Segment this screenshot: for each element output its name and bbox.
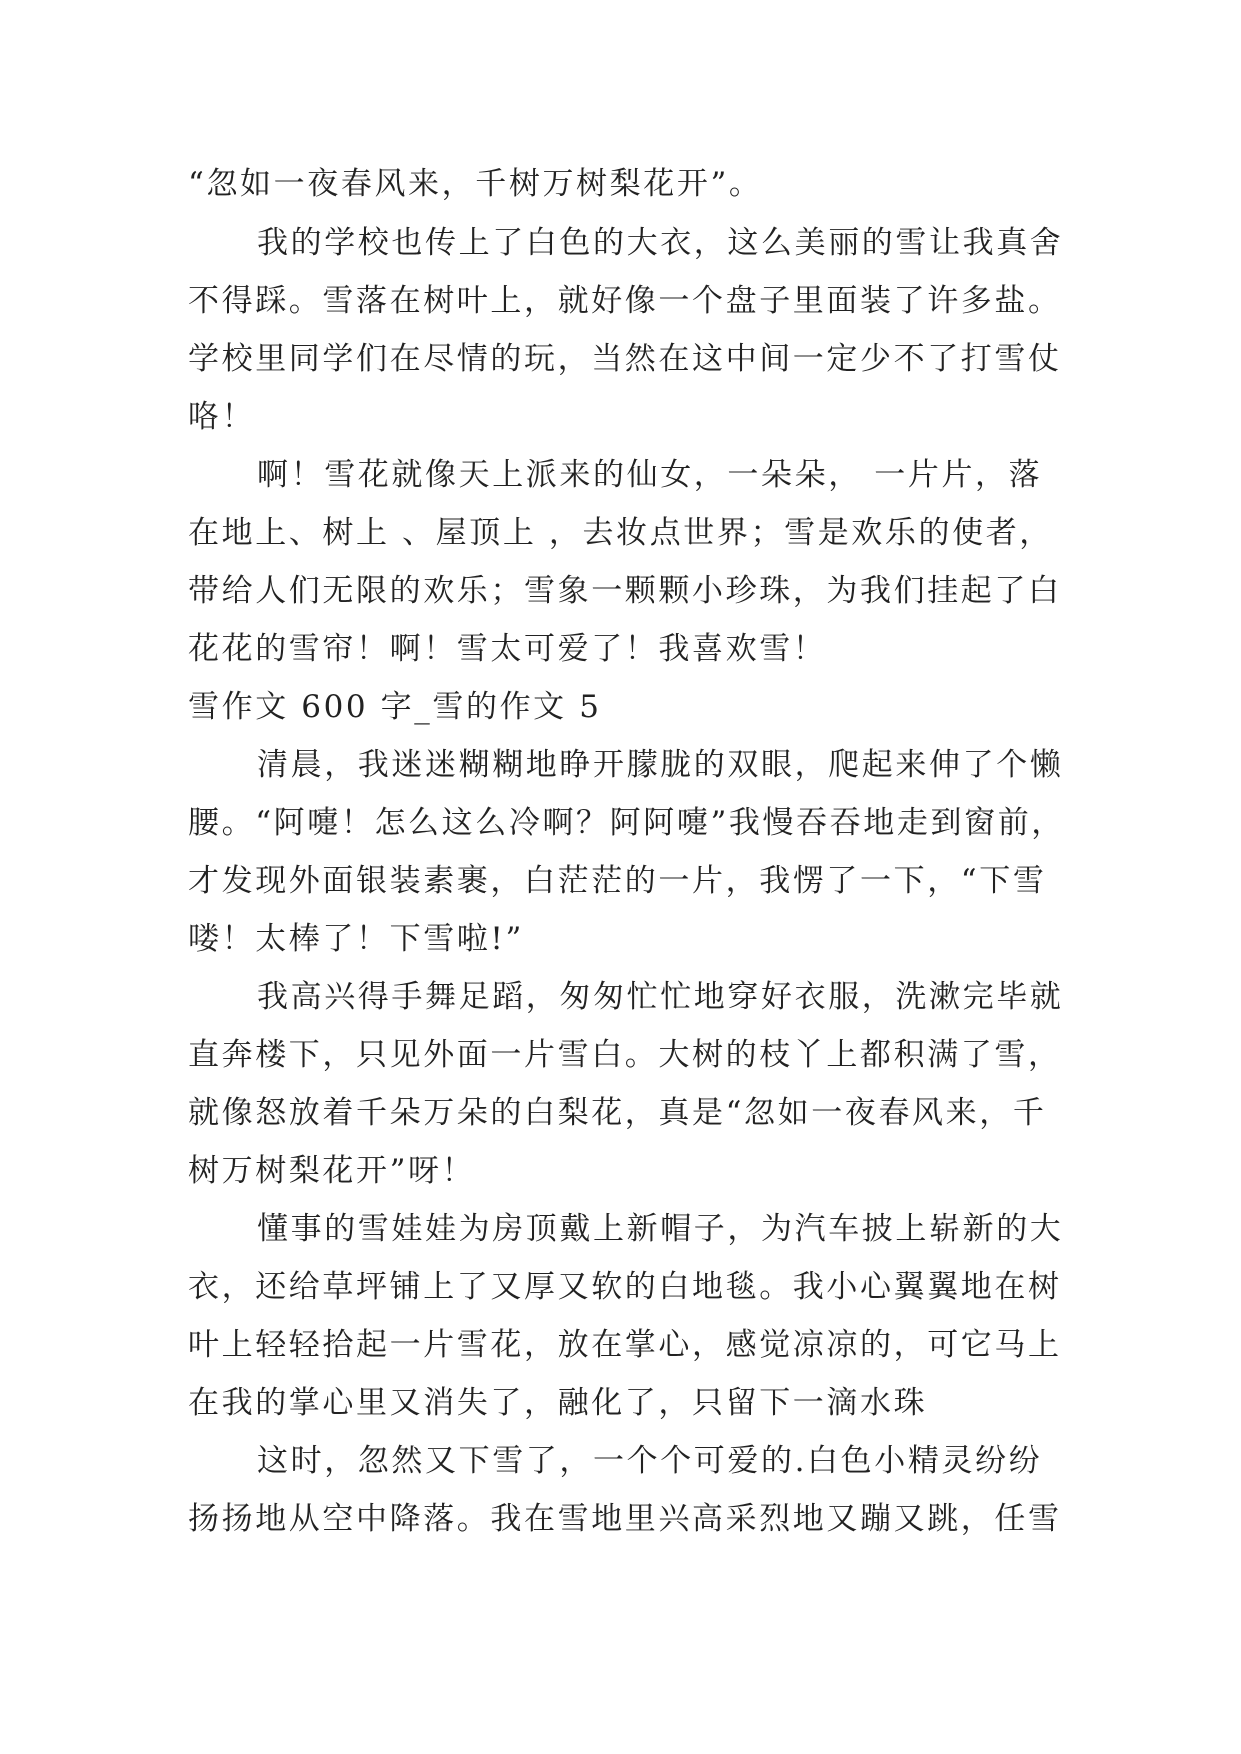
- text-line: 就像怒放着千朵万朵的白梨花，真是“忽如一夜春风来，千: [188, 1095, 1047, 1131]
- text-line: 喽！太棒了！下雪啦!”: [188, 921, 524, 957]
- text-line: 学校里同学们在尽情的玩，当然在这中间一定少不了打雪仗: [188, 341, 1062, 377]
- text-line: 树万树梨花开”呀！: [188, 1153, 476, 1189]
- paragraph-start: 清晨，我迷迷糊糊地睁开朦胧的双眼，爬起来伸了个懒: [257, 747, 1064, 783]
- paragraph-start: 我高兴得手舞足蹈，匆匆忙忙地穿好衣服，洗漱完毕就: [257, 979, 1064, 1015]
- text-line: “忽如一夜春风来，千树万树梨花开”。: [188, 166, 763, 202]
- paragraph-start: 懂事的雪娃娃为房顶戴上新帽子，为汽车披上崭新的大: [257, 1211, 1064, 1247]
- text-line: 在地上、树上 、屋顶上 ，去妆点世界；雪是欢乐的使者，: [188, 515, 1053, 551]
- text-line: 花花的雪帘！啊！雪太可爱了！我喜欢雪！: [188, 631, 827, 667]
- text-line: 咯！: [188, 399, 256, 435]
- text-line: 才发现外面银装素裹，白茫茫的一片，我愣了一下，“下雪: [188, 863, 1047, 899]
- text-line: 带给人们无限的欢乐；雪象一颗颗小珍珠，为我们挂起了白: [188, 573, 1062, 609]
- paragraph-start: 我的学校也传上了白色的大衣，这么美丽的雪让我真舍: [257, 225, 1064, 261]
- text-line: 直奔楼下，只见外面一片雪白。大树的枝丫上都积满了雪，: [188, 1037, 1062, 1073]
- paragraph-start: 啊！雪花就像天上派来的仙女，一朵朵， 一片片，落: [257, 457, 1043, 493]
- paragraph-start: 这时，忽然又下雪了，一个个可爱的.白色小精灵纷纷: [257, 1443, 1043, 1479]
- text-line: 在我的掌心里又消失了，融化了，只留下一滴水珠: [188, 1385, 928, 1421]
- text-line: 衣，还给草坪铺上了又厚又软的白地毯。我小心翼翼地在树: [188, 1269, 1062, 1305]
- section-heading: 雪作文 600 字_雪的作文 5: [188, 689, 602, 725]
- text-line: 不得踩。雪落在树叶上，就好像一个盘子里面装了许多盐。: [188, 283, 1062, 319]
- text-line: 扬扬地从空中降落。我在雪地里兴高采烈地又蹦又跳，任雪: [188, 1501, 1062, 1537]
- text-line: 腰。“阿嚏！怎么这么冷啊？阿阿嚏”我慢吞吞地走到窗前，: [188, 805, 1065, 841]
- text-line: 叶上轻轻拾起一片雪花，放在掌心，感觉凉凉的，可它马上: [188, 1327, 1062, 1363]
